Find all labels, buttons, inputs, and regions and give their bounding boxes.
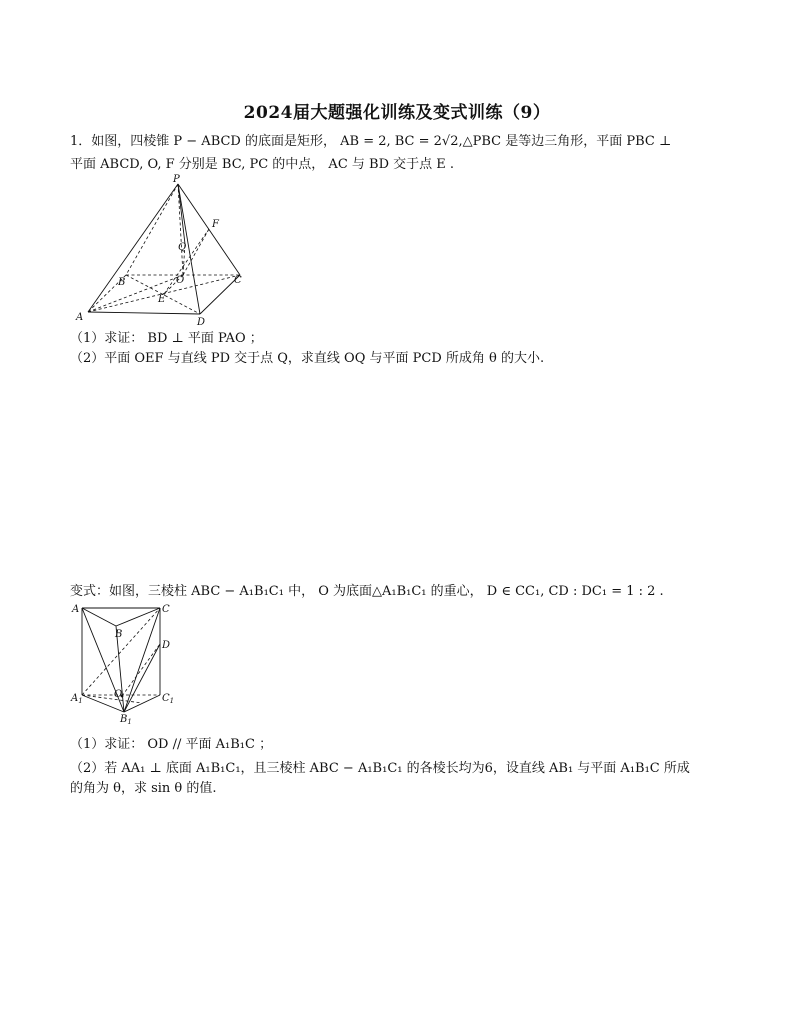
- label-A: A: [72, 604, 80, 615]
- problem1-question1: （1）求证： BD ⊥ 平面 PAO ；: [70, 331, 263, 346]
- segment-OD: [122, 644, 160, 696]
- prism-figure: [70, 600, 190, 728]
- label-C1: $C_1$: [162, 693, 175, 705]
- edge-PB: [126, 184, 178, 275]
- variant-question1: （1）求证： OD // 平面 A₁B₁C ；: [70, 737, 273, 752]
- label-Q: Q: [178, 242, 187, 253]
- segment-DB1: [124, 644, 160, 712]
- edge-AD: [88, 312, 200, 314]
- label-O: O: [176, 275, 185, 286]
- problem1-question2: （2）平面 OEF 与直线 PD 交于点 Q，求直线 OQ 与平面 PCD 所成角 θ 的大小.: [70, 351, 545, 366]
- label-O: O: [114, 689, 123, 700]
- pyramid-figure: [70, 172, 260, 330]
- label-P: P: [173, 174, 180, 185]
- label-F: F: [212, 219, 219, 230]
- label-A: A: [76, 312, 84, 323]
- diag-CB1: [124, 608, 160, 712]
- label-A1: $A_1$: [71, 693, 83, 705]
- edge-AB: [82, 608, 116, 626]
- problem1-statement-line2: 平面 ABCD, O, F 分别是 BC, PC 的中点， AC 与 BD 交于点 E .: [70, 157, 455, 172]
- problem1-statement-line1: 1．如图，四棱锥 P − ABCD 的底面是矩形， AB = 2, BC = 2√2,△PBC 是等边三角形，平面 PBC ⊥: [70, 134, 672, 149]
- label-B1: $B_1$: [120, 714, 132, 726]
- page-title: 2024届大题强化训练及变式训练（9）: [243, 103, 551, 123]
- label-E: E: [158, 294, 166, 305]
- label-C: C: [234, 275, 242, 286]
- variant-question2-line1: （2）若 AA₁ ⊥ 底面 A₁B₁C₁，且三棱柱 ABC − A₁B₁C₁ 的各棱长均为6，设直线 AB₁ 与平面 A₁B₁C 所成: [70, 761, 690, 776]
- variant-statement-line1: 变式：如图，三棱柱 ABC − A₁B₁C₁ 中， O 为底面△A₁B₁C₁ 的重心， D ∈ CC₁, CD : DC₁ = 1 : 2 .: [70, 584, 664, 599]
- label-B: B: [115, 629, 123, 640]
- segment-AO: [88, 275, 183, 312]
- variant-question2-line2: 的角为 θ，求 sin θ 的值.: [70, 781, 217, 796]
- label-B: B: [118, 277, 126, 288]
- edge-BC: [116, 608, 160, 626]
- label-D: D: [162, 640, 171, 651]
- label-D: D: [197, 317, 206, 328]
- label-C: C: [162, 604, 170, 615]
